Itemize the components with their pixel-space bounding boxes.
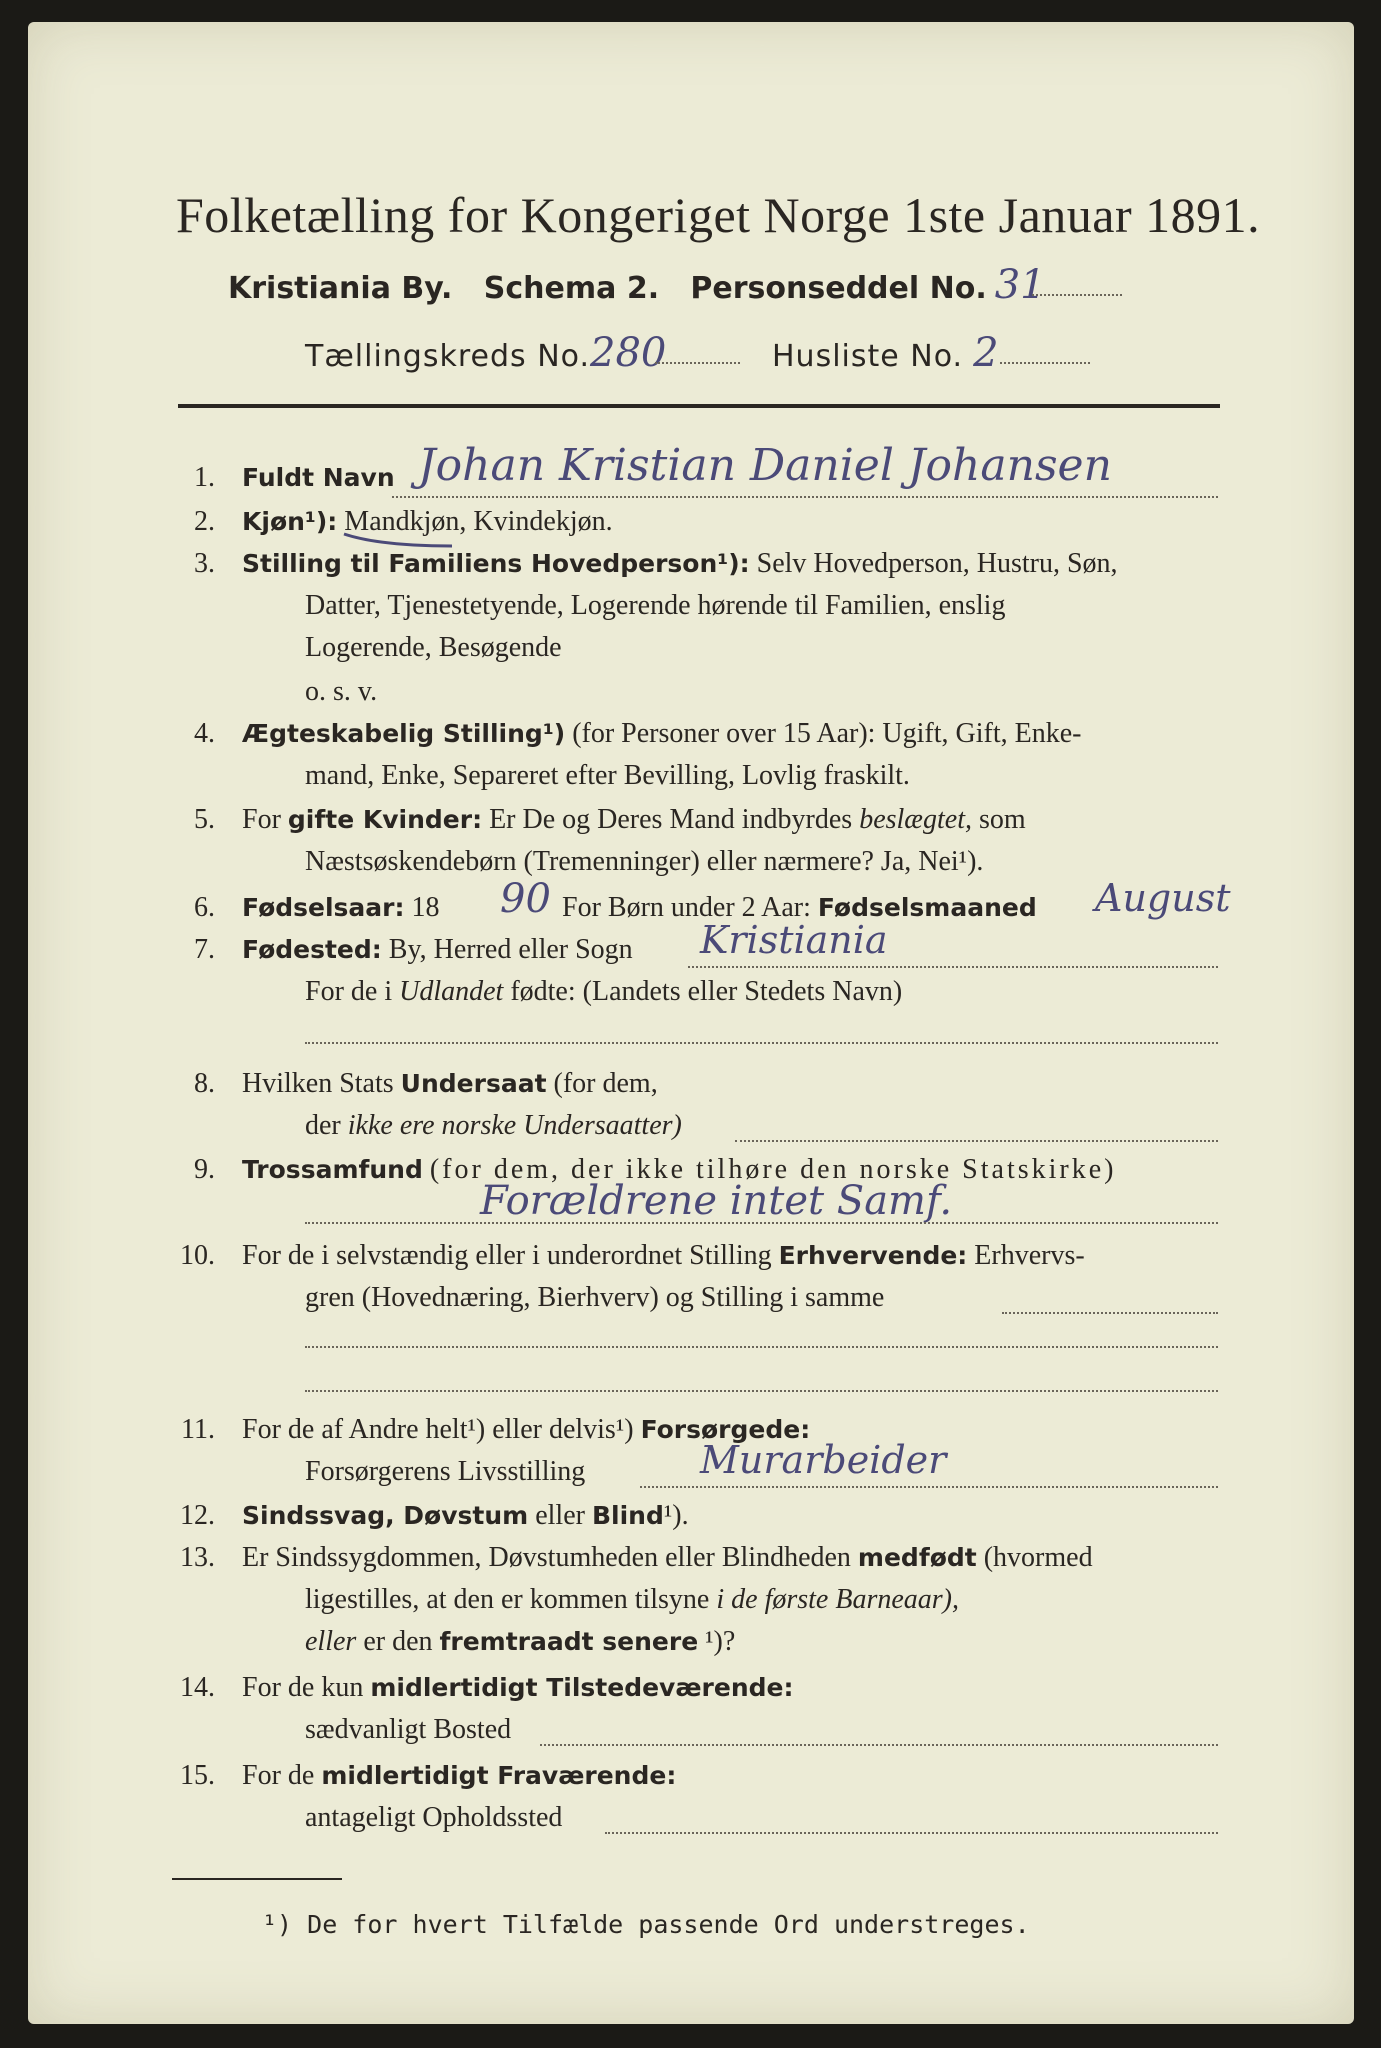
q7-text: By, Herred eller Sogn <box>388 934 633 965</box>
q10-text1-b: Erhvervs- <box>974 1240 1085 1271</box>
taellingskreds-dots <box>655 362 740 364</box>
q7-dots-1 <box>688 966 1218 968</box>
q4-label: Ægteskabelig Stilling¹) <box>242 719 566 748</box>
q7-birthplace-value: Kristiania <box>700 918 888 962</box>
q6-row <box>242 892 440 924</box>
q10-dots-2 <box>305 1346 1218 1348</box>
q5-label: gifte Kvinder: <box>287 805 483 834</box>
q13-text1-b: (hvormed <box>983 1542 1093 1573</box>
q12-row <box>242 1500 689 1532</box>
q1-dots <box>392 496 1218 498</box>
q13-number: 13. <box>180 1542 215 1573</box>
q11-row-2: Forsørgerens Livsstilling <box>305 1456 586 1487</box>
form-subtitle <box>228 262 1046 308</box>
q13-text3-b: ¹)? <box>705 1626 736 1657</box>
q14-text1-a: For de kun <box>242 1672 364 1703</box>
q8-text1-b: (for dem, <box>553 1068 658 1099</box>
q7-number: 7. <box>194 934 215 965</box>
q13-text2-a: ligestilles, at den er kommen tilsyne <box>305 1584 710 1615</box>
footnote: ¹) De for hvert Tilfælde passende Ord understreges. <box>262 1910 1030 1939</box>
q4-row-2: mand, Enke, Separeret efter Bevilling, Lovlig fraskilt. <box>305 760 910 791</box>
taellingskreds-label: Tællingskreds No. <box>305 339 590 374</box>
q9-dots <box>305 1222 1218 1224</box>
q3-label: Stilling til Familiens Hovedperson¹): <box>242 549 750 578</box>
q2-underline-mark <box>340 520 460 550</box>
q8-dots <box>735 1140 1218 1142</box>
q5-text-end: som <box>978 804 1026 835</box>
q13-label-2: fremtraadt senere <box>439 1627 699 1656</box>
q3-row-4: o. s. v. <box>305 676 378 707</box>
q7-dots-2 <box>305 1042 1218 1044</box>
form-title: Folketælling for Kongeriget Norge 1ste Januar 1891. <box>176 187 1261 243</box>
q10-number: 10. <box>180 1240 215 1271</box>
q15-row-1 <box>242 1760 676 1792</box>
q7-text2-italic: Udlandet <box>399 976 504 1007</box>
header-divider <box>178 404 1220 408</box>
q14-row-2: sædvanligt Bosted <box>305 1714 512 1745</box>
q3-row-3: Logerende, Besøgende <box>305 632 562 663</box>
q11-label: Forsørgede: <box>640 1415 811 1444</box>
q4-text-1: (for Personer over 15 Aar): Ugift, Gift, Enke- <box>572 718 1082 749</box>
q9-label: Trossamfund <box>242 1155 423 1184</box>
q1-number: 1. <box>194 462 215 493</box>
q14-row-1 <box>242 1672 794 1704</box>
q2-options: Mandkjøn, Kvindekjøn. <box>344 506 613 537</box>
q9-religion-value: Forældrene intet Samf. <box>480 1178 953 1224</box>
q7-row-1 <box>242 934 633 966</box>
husliste-number: 2 <box>973 330 1000 376</box>
q10-label: Erhvervende: <box>778 1241 968 1270</box>
q13-text3-a: er den <box>363 1626 433 1657</box>
q11-number: 11. <box>181 1414 215 1445</box>
q13-label: medfødt <box>857 1543 977 1572</box>
census-form-sheet <box>28 22 1354 2024</box>
q8-text1-a: Hvilken Stats <box>242 1068 394 1099</box>
q3-row-1 <box>242 548 1118 580</box>
schema-label: Kristiania By. Schema 2. Personseddel No. <box>228 271 987 306</box>
q4-row-1 <box>242 718 1082 750</box>
q7-text2-b: fødte: (Landets eller Stedets Navn) <box>510 976 903 1007</box>
q15-number: 15. <box>180 1760 215 1791</box>
q7-row-2 <box>305 976 902 1008</box>
q8-row-1 <box>242 1068 658 1100</box>
footnote-divider <box>172 1878 342 1880</box>
q5-text-1: Er De og Deres Mand indbyrdes <box>489 804 853 835</box>
q8-text2-italic: ikke ere norske Undersaatter) <box>347 1110 682 1141</box>
q3-text-1: Selv Hovedperson, Hustru, Søn, <box>756 548 1118 579</box>
q10-row-2: gren (Hovednæring, Bierhverv) og Stilling i samme <box>305 1282 885 1313</box>
q13-row-1 <box>242 1542 1093 1574</box>
q6-year-value: 90 <box>500 876 551 922</box>
q15-text1-a: For de <box>242 1760 315 1791</box>
q12-text: eller <box>535 1500 585 1531</box>
q15-row-2: antageligt Opholdssted <box>305 1802 563 1833</box>
q14-number: 14. <box>180 1672 215 1703</box>
q3-number: 3. <box>194 548 215 579</box>
q8-text2-a: der <box>305 1110 341 1141</box>
q2-number: 2. <box>194 506 215 537</box>
q12-label-2: Blind <box>591 1501 664 1530</box>
q4-number: 4. <box>194 718 215 749</box>
q10-dots-1 <box>1002 1312 1218 1314</box>
q2-label: Kjøn¹): <box>242 507 338 536</box>
q1-name-value: Johan Kristian Daniel Johansen <box>418 440 1112 491</box>
q12-end: ¹). <box>663 1500 689 1531</box>
q1-row <box>242 462 395 494</box>
q11-provider-occupation-value: Murarbeider <box>700 1438 947 1482</box>
q6-year-prefix: 18 <box>411 892 440 923</box>
q5-row-1 <box>242 804 1026 836</box>
q12-number: 12. <box>180 1500 215 1531</box>
q6-label-2: Fødselsmaaned <box>817 893 1037 922</box>
q7-text2-a: For de i <box>305 976 393 1007</box>
personseddel-dots <box>1032 294 1122 296</box>
q11-text1: For de af Andre helt¹) eller delvis¹) <box>242 1414 634 1445</box>
q5-row-2: Næstsøskendebørn (Tremenninger) eller nærmere? Ja, Nei¹). <box>305 846 984 877</box>
q13-row-2 <box>305 1584 959 1616</box>
q8-label: Undersaat <box>400 1069 547 1098</box>
taellingskreds-line <box>305 330 666 376</box>
personseddel-number: 31 <box>994 262 1046 308</box>
q6-text: For Børn under 2 Aar: <box>562 892 811 923</box>
q6-month-value: August <box>1095 876 1231 920</box>
q6-number: 6. <box>194 892 215 923</box>
q13-text2-italic: i de første Barneaar), <box>716 1584 959 1615</box>
q15-label: midlertidigt Fraværende: <box>321 1761 677 1790</box>
q14-label: midlertidigt Tilstedeværende: <box>370 1673 794 1702</box>
q9-number: 9. <box>194 1154 215 1185</box>
q15-dots <box>605 1832 1218 1834</box>
q3-row-2: Datter, Tjenestetyende, Logerende hørende til Familien, enslig <box>305 590 1006 621</box>
q5-text-italic: beslægtet, <box>859 804 972 835</box>
husliste-dots <box>1000 362 1090 364</box>
q11-dots <box>640 1486 1218 1488</box>
q13-row-3 <box>305 1626 735 1658</box>
taellingskreds-number: 280 <box>590 330 667 376</box>
q14-dots <box>540 1744 1218 1746</box>
husliste-line <box>772 330 1000 376</box>
q10-dots-3 <box>305 1390 1218 1392</box>
q13-text3-italic: eller <box>305 1626 357 1657</box>
q1-label: Fuldt Navn <box>242 463 395 492</box>
husliste-label: Husliste No. <box>772 339 964 374</box>
q8-row-2 <box>305 1110 682 1142</box>
q5-label-pre: For <box>242 804 281 835</box>
q13-text1-a: Er Sindssygdommen, Døvstumheden eller Blindheden <box>242 1542 851 1573</box>
q9-text: (for dem, der ikke tilhøre den norske Statskirke) <box>429 1154 1117 1185</box>
q6-label: Fødselsaar: <box>242 893 405 922</box>
q7-label: Fødested: <box>242 935 382 964</box>
q10-text1-a: For de i selvstændig eller i underordnet Stilling <box>242 1240 772 1271</box>
q8-number: 8. <box>194 1068 215 1099</box>
q5-number: 5. <box>194 804 215 835</box>
q12-label: Sindssvag, Døvstum <box>242 1501 529 1530</box>
q10-row-1 <box>242 1240 1085 1272</box>
